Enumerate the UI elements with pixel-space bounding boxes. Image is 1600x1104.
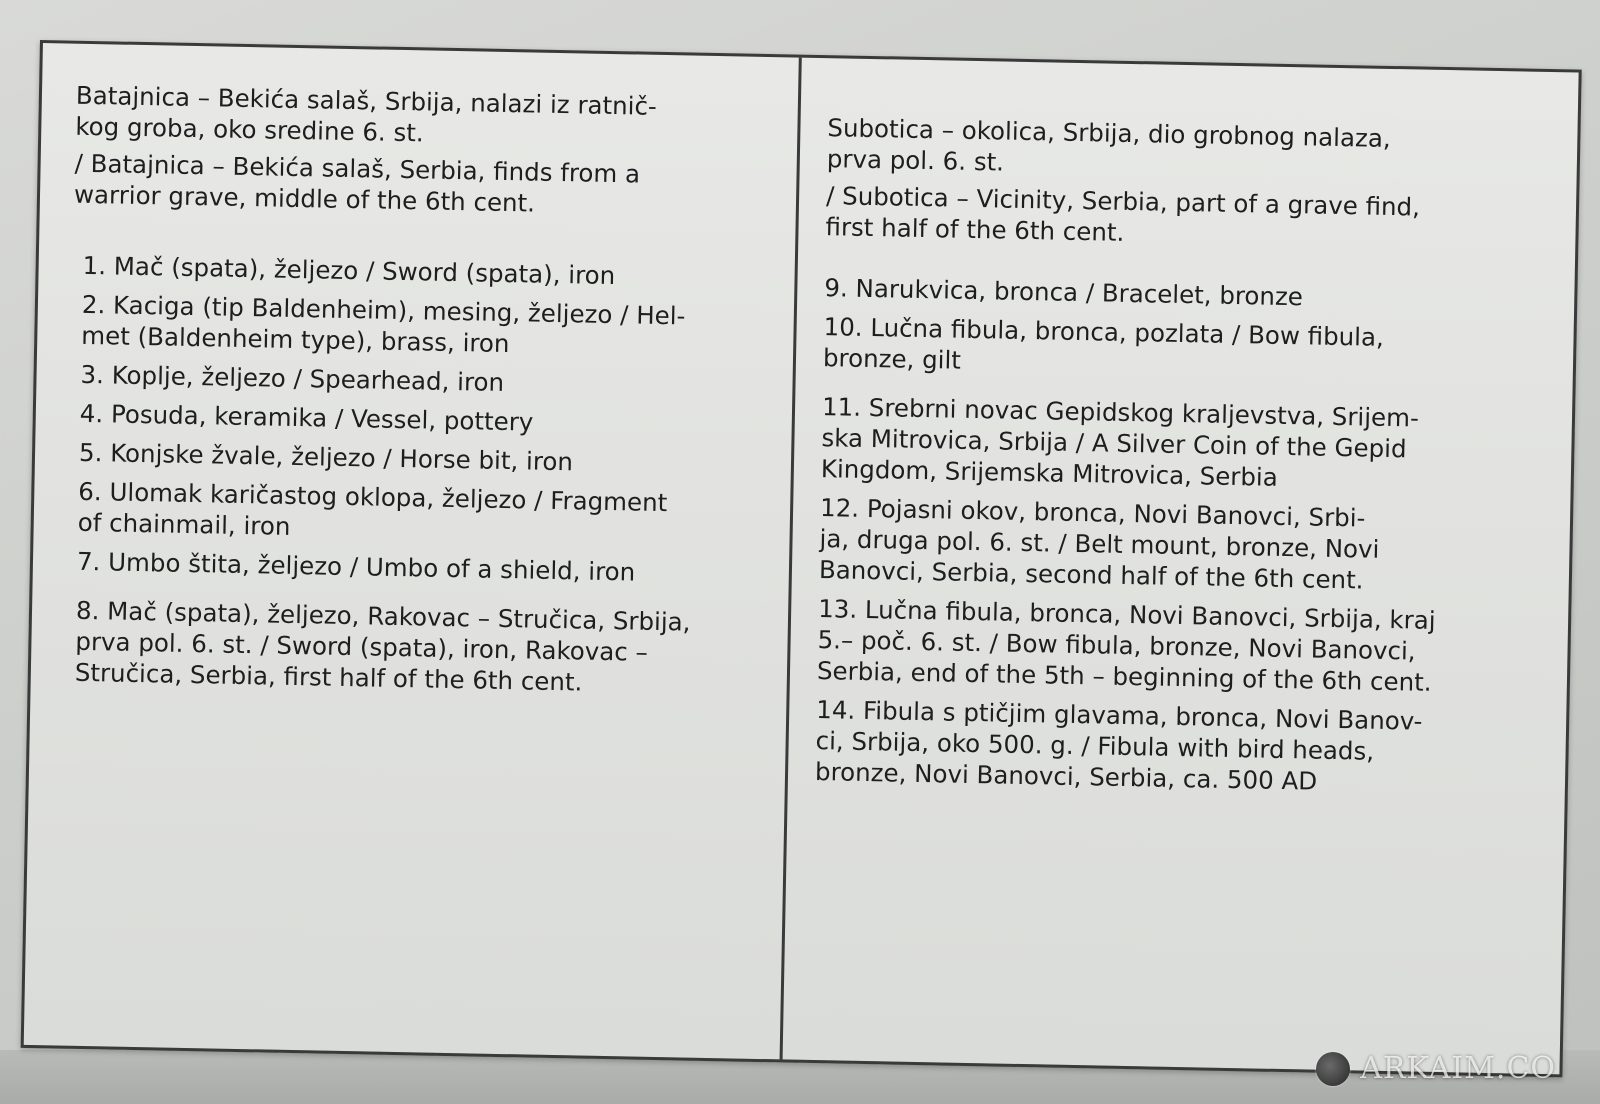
museum-label-panel — [21, 40, 1582, 1077]
list-item: 1. Mač (spata), željezo / Sword (spata), iron — [82, 250, 616, 291]
watermark — [1316, 1051, 1556, 1086]
list-item: 9. Narukvica, bronca / Bracelet, bronze — [824, 273, 1304, 312]
right-column — [815, 112, 1528, 808]
list-item: 4. Posuda, keramika / Vessel, pottery — [79, 398, 534, 437]
list-item: 2. Kaciga (tip Baldenheim), mesing, željezo / Hel- met (Baldenheim type), brass, iron — [81, 289, 686, 359]
left-column — [64, 80, 766, 709]
left-heading-croatian: Batajnica – Bekića salaš, Srbija, nalazi iz ratnič- kog groba, oko sredine 6. st. — [75, 80, 658, 148]
right-heading-english: / Subotica – Vicinity, Serbia, part of a grave find, first half of the 6th cent. — [825, 181, 1421, 247]
list-item: 13. Lučna fibula, bronca, Novi Banovci, Srbija, kraj 5.– poč. 6. st. / Bow fibula, bronze, Novi Banovci, Serbia, end of the 5th – beginning of the 6th cent. — [816, 594, 1436, 697]
list-item: 8. Mač (spata), željezo, Rakovac – Stručica, Srbija, prva pol. 6. st. / Sword (spata), iron, Rakovac – Stručica, Serbia, first half of the 6th cent. — [74, 595, 691, 697]
list-item: 7. Umbo štita, željezo / Umbo of a shield, iron — [76, 546, 636, 587]
list-item: 12. Pojasni okov, bronca, Novi Banovci, Srbi- ja, druga pol. 6. st. / Belt mount, bronze, Novi Banovci, Serbia, second half of the 6th cent. — [818, 493, 1380, 595]
list-item: 10. Lučna fibula, bronca, pozlata / Bow fibula, bronze, gilt — [822, 312, 1385, 375]
column-divider — [780, 58, 802, 1060]
list-item: 5. Konjske žvale, željezo / Horse bit, iron — [78, 437, 574, 477]
list-item: 3. Koplje, željezo / Spearhead, iron — [80, 359, 505, 397]
right-heading-croatian: Subotica – okolica, Srbija, dio grobnog nalaza, prva pol. 6. st. — [826, 113, 1391, 177]
watermark-text: ARKAIM.CO — [1360, 1051, 1556, 1086]
list-item: 14. Fibula s ptičjim glavama, bronca, Novi Banov- ci, Srbija, oko 500. g. / Fibula with bird heads, bronze, Novi Banovci, Serbia, ca. 500 AD — [814, 695, 1423, 796]
list-item: 6. Ulomak karičastog oklopa, željezo / Fragment of chainmail, iron — [77, 476, 668, 541]
left-heading-english: / Batajnica – Bekića salaš, Serbia, finds from a warrior grave, middle of the 6th cent. — [73, 148, 641, 218]
circle-logo-icon — [1316, 1052, 1350, 1086]
list-item: 11. Srebrni novac Gepidskog kraljevstva, Srijem- ska Mitrovica, Srbija / A Silver Coin of the Gepid Kingdom, Srijemska Mitrovica, Serbia — [820, 392, 1420, 492]
